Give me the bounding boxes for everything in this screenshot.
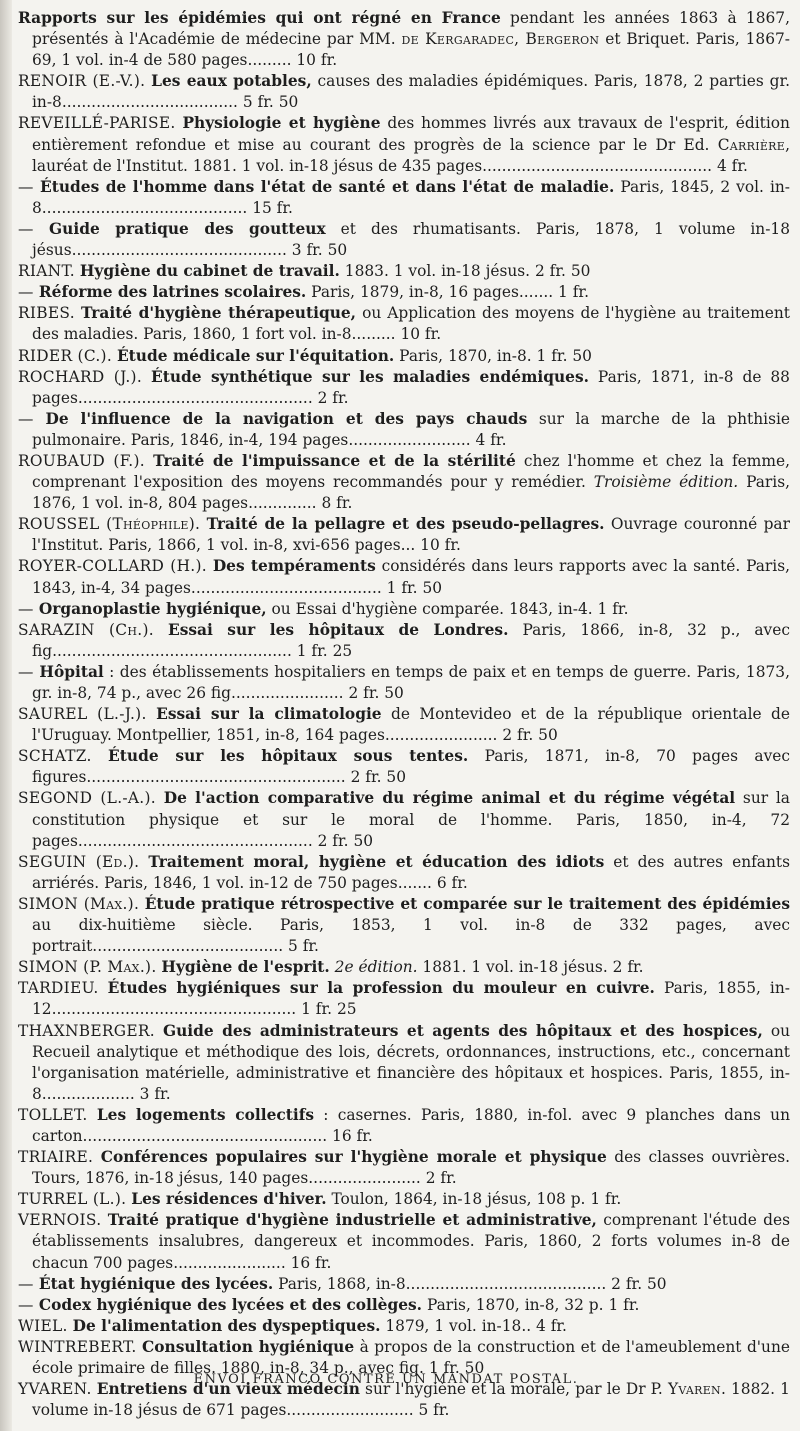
entry-description: et des autres enfants arriérés. Paris, 1846, 1 vol. in-12 de 750 pages....... [32, 852, 790, 892]
entry-description: des classes ouvrières. Tours, 1876, in-18 jésus, 140 pages....................... [32, 1148, 790, 1188]
catalog-entry-royer [18, 556, 790, 598]
entry-author: ROUSSEL (Théophile). [18, 515, 201, 534]
entry-price: 1 fr. [597, 599, 629, 618]
entry-price: 10 fr. [420, 536, 461, 555]
entry-description: comprenant l'étude des établissements insalubres, dangereux et incommodes. Paris, 1860, 2 forts volumes in-8 de chacun 700 pages....................... [32, 1211, 790, 1272]
entry-author: — [18, 1295, 39, 1314]
entry-price: 5 fr. 50 [242, 93, 299, 112]
entry-price: 5 fr. [288, 937, 319, 956]
entry-price: 4 fr. [536, 1316, 567, 1335]
entry-price: 5 fr. [418, 1401, 450, 1420]
entry-description: Toulon, 1864, in-18 jésus, 108 p. [331, 1190, 586, 1209]
page-binding-edge [0, 0, 12, 1431]
entry-title: Les eaux potables, [151, 72, 312, 91]
entry-description: Paris, 1855, in-12.................................................. [32, 979, 790, 1019]
entry-title: Études de l'homme dans l'état de santé et dans l'état de maladie. [40, 177, 615, 196]
catalog-entry-roubaud [18, 451, 790, 514]
catalog-entry-saurel [18, 704, 790, 746]
entry-description: 1883. 1 vol. in-18 jésus. [344, 262, 531, 281]
catalog-entry-navigation [18, 409, 790, 451]
entry-title: Conférences populaires sur l'hygiène morale et physique [100, 1148, 607, 1167]
entry-title: Étude sur les hôpitaux sous tentes. [108, 747, 469, 766]
entry-author: RIANT. [18, 262, 75, 281]
catalog-entry-tollet [18, 1105, 790, 1147]
entry-title: Hygiène du cabinet de travail. [79, 262, 340, 281]
entry-author: RIBES. [18, 304, 75, 323]
entry-description: Paris, 1871, in-8 de 88 pages................................................ [32, 367, 790, 407]
entry-price: 16 fr. [332, 1126, 373, 1145]
catalog-entry-rider [18, 346, 790, 367]
entry-price: 2 fr. [317, 388, 349, 407]
entry-description: Paris, 1866, in-8, 32 p., avec fig................................................. [32, 620, 790, 660]
entry-title: Essai sur les hôpitaux de Londres. [167, 620, 509, 639]
entry-description: causes des maladies épidémiques. Paris, 1878, 2 parties gr. in-8.................................... [32, 72, 790, 112]
catalog-entry-codex [18, 1295, 790, 1316]
entry-description: ou Essai d'hygiène comparée. 1843, in-4. [266, 599, 593, 618]
entry-title: Des tempéraments [212, 557, 376, 576]
entry-title: Traitement moral, hygiène et éducation des idiots [148, 852, 605, 871]
entry-title: De l'action comparative du régime animal et du régime végétal [163, 789, 736, 808]
catalog-entry-seguin [18, 852, 790, 894]
entry-spacer [508, 621, 522, 639]
catalog-entry-triaire [18, 1147, 790, 1189]
entry-description: sur la marche de la phthisie pulmonaire. Paris, 1846, in-4, 194 pages......................... [32, 409, 790, 449]
entry-title: Traité de la pellagre et des pseudo-pellagres. [206, 515, 605, 534]
entry-price: 2 fr. 50 [350, 768, 407, 787]
entry-title: Les logements collectifs [96, 1105, 314, 1124]
entry-title: Guide pratique des goutteux [49, 219, 326, 238]
catalog-entry-vernois [18, 1210, 790, 1273]
entry-description: de Montevideo et de la république orientale de l'Uruguay. Montpellier, 1851, in-8, 164 pages....................... [32, 705, 790, 745]
entry-description: Ouvrage couronné par l'Institut. Paris, 1866, 1 vol. in-8, xvi-656 pages... [32, 515, 790, 555]
entry-author: SCHATZ. [18, 747, 92, 766]
entry-description: Paris, 1870, in-8, 32 p. [422, 1295, 604, 1314]
catalog-entry-simon [18, 894, 790, 957]
entry-author: — [18, 177, 41, 196]
entry-description: Paris, 1879, in-8, 16 pages....... [306, 283, 554, 302]
entry-description: Paris, 1845, 2 vol. in-8.......................................... [32, 177, 790, 217]
entry-author: TURREL (L.). [18, 1190, 127, 1209]
entry-price: 6 fr. [436, 873, 468, 892]
entry-title: Entretiens d'un vieux médecin [96, 1380, 360, 1399]
entry-spacer [735, 789, 743, 807]
entry-title: Réforme des latrines scolaires. [38, 283, 307, 302]
entry-author: TRIAIRE. [18, 1148, 94, 1167]
entry-description: des hommes livrés aux travaux de l'esprit, édition entièrement refondue et mise au courant des progrès de la science par le Dr Ed. [32, 114, 790, 154]
entry-author: — [18, 283, 39, 302]
entry-author: SEGUIN (Ed.). [18, 852, 140, 871]
entry-price: 2 fr. 50 [611, 1274, 667, 1293]
catalog-entry-hopital [18, 662, 790, 704]
entry-price: 2 fr. 50 [502, 726, 558, 745]
entry-price: 1 fr. [608, 1295, 640, 1314]
entry-price: 1 fr. [590, 1190, 622, 1209]
entry-publication: 1881. 1 vol. in-18 jésus. [417, 958, 608, 977]
entry-price: 16 fr. [290, 1253, 332, 1272]
entry-price: 8 fr. [321, 494, 353, 513]
entry-description: pendant les années 1863 à 1867, présentés à l'Académie de médecine par MM. [32, 9, 790, 49]
entry-spacer [468, 747, 484, 765]
catalog-entry-turrel [18, 1189, 790, 1210]
entry-price: 10 fr. [296, 51, 338, 70]
entry-author: THAXNBERGER. [18, 1021, 155, 1040]
entry-description: sur la constitution physique et sur le moral de l'homme. Paris, 1850, in-4, 72 pages................................................ [32, 789, 790, 850]
entry-author: — [18, 1274, 39, 1293]
catalog-entry-reforme [18, 282, 790, 303]
entry-author: SEGOND (L.-A.). [18, 789, 156, 808]
entry-price: 10 fr. [400, 325, 442, 344]
entry-description-cont: , lauréat de l'Institut. 1881. 1 vol. in-18 jésus de 435 pages............................................... [32, 135, 790, 175]
entry-price: 2 fr. [425, 1169, 457, 1188]
entry-title: Rapports sur les épidémies qui ont régné en France [18, 9, 501, 27]
entry-price: 3 fr. [139, 1084, 171, 1103]
entry-description: et des rhumatisants. Paris, 1878, 1 volume in-18 jésus............................................ [32, 219, 790, 260]
catalog-entry-tardieu [18, 978, 790, 1020]
entry-title: Codex hygiénique des lycées et des collèges. [38, 1295, 423, 1314]
entry-title: Hygiène de l'esprit. [161, 958, 330, 977]
entry-title: Traité de l'impuissance et de la stérilité [153, 451, 516, 470]
entry-author: — [18, 662, 40, 681]
catalog-entry-roussel [18, 514, 790, 556]
entry-description: ou Application des moyens de l'hygiène au traitement des maladies. Paris, 1860, 1 fort vol. in-8......... [32, 304, 790, 344]
catalog-entry-organo [18, 599, 790, 620]
entry-author: — [18, 219, 50, 238]
catalog-entry-etat [18, 1274, 790, 1295]
entry-title: Guide des administrateurs et agents des hôpitaux et des hospices, [162, 1021, 763, 1040]
entry-title: Études hygiéniques sur la profession du mouleur en cuivre. [107, 979, 655, 998]
catalog-entry-ribes [18, 303, 790, 345]
entry-description-cont: . 1882. 1 volume in-18 jésus de 671 pages.......................... [32, 1380, 790, 1420]
catalog-entry-simon2 [18, 957, 790, 978]
catalog-entry-rapports [18, 8, 790, 71]
entry-title: Physiologie et hygiène [182, 114, 381, 133]
catalog-entry-segond [18, 788, 790, 851]
entry-description: chez l'homme et chez la femme, comprenant l'exposition des moyens recommandés pour y remédier. [32, 451, 790, 492]
entry-edition: Troisième édition. [593, 473, 739, 492]
entry-title: Étude pratique rétrospective et comparée sur le traitement des épidémies [144, 894, 790, 913]
entry-secondary-author: Carrière [717, 135, 786, 154]
entry-description: Paris, 1868, in-8......................................... [273, 1274, 607, 1293]
entry-author: VERNOIS. [18, 1211, 102, 1230]
entry-price: 2 fr. [612, 958, 644, 977]
entry-description: Paris, 1871, in-8, 70 pages avec figures..................................................... [32, 747, 790, 787]
entry-description: considérés dans leurs rapports avec la santé. Paris, 1843, in-4, 34 pages....................................... [32, 557, 790, 597]
entry-price: 1 fr. 25 [301, 1000, 357, 1019]
entry-description: sur l'hygiène et la morale, par le Dr P. [365, 1380, 668, 1399]
entry-price: 15 fr. [252, 198, 293, 217]
entry-description: Paris, 1870, in-8. [399, 346, 532, 365]
entry-price: 2 fr. 50 [534, 262, 591, 281]
entry-spacer [763, 1022, 771, 1040]
shipping-footer: ENVOI FRANCO CONTRE UN MANDAT POSTAL. [193, 1372, 579, 1387]
entry-author: WINTREBERT. [18, 1337, 137, 1356]
entry-price: 1 fr. 50 [386, 578, 443, 597]
entry-spacer [604, 853, 613, 871]
entry-author: WIEL. [18, 1316, 68, 1335]
entry-price: 2 fr. 50 [317, 831, 374, 850]
entry-title: Traité d'hygiène thérapeutique, [80, 304, 357, 323]
entry-title: Consultation hygiénique [141, 1337, 355, 1356]
entry-title: De l'alimentation des dyspeptiques. [72, 1316, 381, 1335]
entry-edition: 2e édition. [334, 958, 418, 977]
entry-price: 1 fr. 50 [536, 346, 592, 365]
entry-title: Les résidences d'hiver. [131, 1190, 327, 1209]
entry-secondary-author: de Kergaradec, Bergeron [401, 30, 600, 49]
entry-price: 1 fr. 25 [296, 641, 353, 660]
entry-price: 4 fr. [475, 430, 507, 449]
entry-title: De l'influence de la navigation et des pays chauds [45, 409, 528, 428]
entry-description: ou Recueil analytique et méthodique des lois, décrets, ordonnances, instructions, etc., concernant l'organisation matérielle, administrative et financière des hôpitaux et hospices. Paris, 1855, in-8................... [32, 1021, 790, 1103]
entry-author: — [18, 409, 46, 428]
entry-spacer [516, 452, 524, 470]
entry-spacer [655, 979, 664, 997]
catalog-page [18, 8, 790, 1421]
entry-price: 2 fr. 50 [348, 684, 404, 702]
entry-author: RIDER (C.). [18, 346, 113, 365]
entry-title: Essai sur la climatologie [156, 705, 382, 724]
entry-price: 3 fr. 50 [291, 241, 348, 260]
catalog-entry-schatz [18, 746, 790, 788]
entry-description: au dix-huitième siècle. Paris, 1853, 1 vol. in-8 de 332 pages, avec portrait....................................... [32, 916, 790, 956]
entry-description: : des établissements hospitaliers en temps de paix et en temps de guerre. Paris, 1873, gr. in-8, 74 p., avec 26 fig....................... [32, 662, 790, 702]
catalog-entry-sarazin [18, 620, 790, 662]
entry-author: ROUBAUD (F.). [18, 451, 145, 470]
entry-author: SIMON (Max.). [18, 894, 140, 913]
entry-title: Étude médicale sur l'équitation. [116, 346, 395, 365]
entry-title: Traité pratique d'hygiène industrielle et administrative, [107, 1211, 597, 1230]
entry-author: — [18, 599, 39, 618]
catalog-entry-rochard [18, 367, 790, 409]
entry-author: ROYER-COLLARD (H.). [18, 557, 207, 576]
entry-price: 4 fr. [716, 156, 748, 175]
entry-title: État hygiénique des lycées. [38, 1274, 274, 1293]
entry-title: Organoplastie hygiénique, [38, 599, 267, 618]
catalog-entry-riant [18, 261, 790, 282]
catalog-entry-reveille [18, 113, 790, 176]
entry-title: Hôpital [39, 662, 104, 681]
catalog-entry-etudes [18, 177, 790, 219]
entry-author: SIMON (P. Max.). [18, 958, 157, 977]
entry-author: ROCHARD (J.). [18, 367, 143, 386]
catalog-entry-wiel [18, 1316, 790, 1337]
catalog-entry-guide [18, 219, 790, 261]
entry-author: SARAZIN (Ch.). [18, 620, 154, 639]
entry-secondary-author: Yvaren [667, 1380, 721, 1399]
entry-author: YVAREN. [18, 1380, 92, 1399]
entry-title: Étude synthétique sur les maladies endémiques. [150, 367, 589, 386]
entry-spacer [314, 1106, 323, 1124]
entry-description: : casernes. Paris, 1880, in-fol. avec 9 planches dans un carton.................................................. [32, 1105, 790, 1145]
entry-price: 1 fr. [558, 283, 589, 302]
entry-author: TARDIEU. [18, 979, 99, 998]
entry-author: RENOIR (E.-V.). [18, 72, 146, 91]
entry-description: à propos de la construction et de l'ameublement d'une école primaire de filles. 1880, in-8, 34 p., avec fig. [32, 1337, 790, 1377]
entry-publication: Paris, 1876, 1 vol. in-8, 804 pages.............. [32, 473, 790, 513]
entry-price: 1 fr. 50 [428, 1359, 485, 1377]
entry-author: TOLLET. [18, 1105, 88, 1124]
entry-description: 1879, 1 vol. in-18.. [385, 1316, 532, 1335]
entry-spacer [589, 368, 598, 386]
entry-author: SAUREL (L.-J.). [18, 705, 147, 724]
entry-spacer [382, 705, 391, 723]
entry-author: REVEILLÉ-PARISE. [18, 114, 176, 133]
entry-description-cont: et Briquet. Paris, 1867-69, 1 vol. in-4 de 580 pages......... [32, 30, 790, 70]
catalog-entry-renoir [18, 71, 790, 113]
catalog-entry-thaxnberger [18, 1021, 790, 1105]
